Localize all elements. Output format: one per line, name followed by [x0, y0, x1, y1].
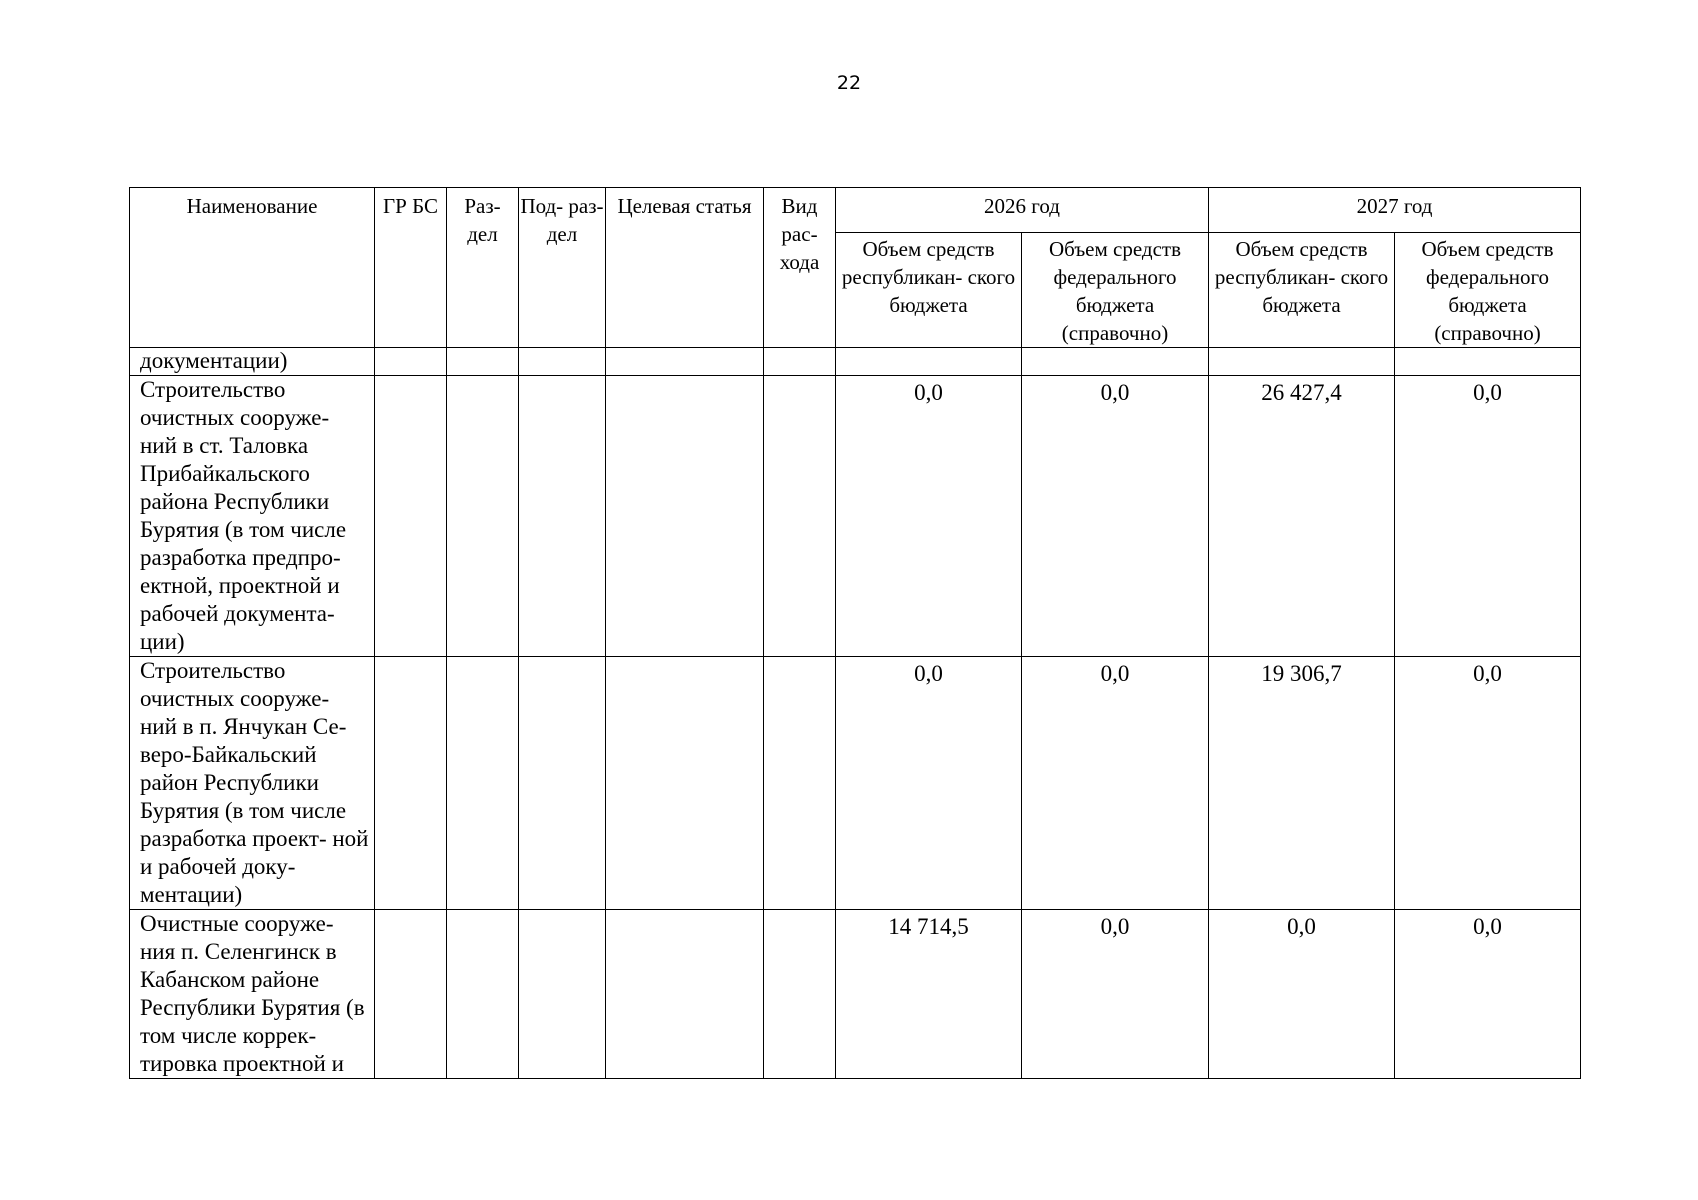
row-podrazdel: [519, 657, 606, 910]
row-tselevaya-statya: [606, 657, 764, 910]
row-fed-2027: [1395, 348, 1581, 376]
row-tselevaya-statya: [606, 910, 764, 1079]
row-podrazdel: [519, 376, 606, 657]
header-podrazdel: Под- раз- дел: [519, 188, 606, 348]
row-fed-2026: 0,0: [1022, 910, 1209, 1079]
row-grbs: [375, 657, 447, 910]
header-republican-budget-2026: Объем средств республикан- ского бюджета: [836, 233, 1022, 348]
header-federal-budget-2027: Объем средств федерального бюджета (справочно): [1395, 233, 1581, 348]
table-row: [130, 376, 1581, 657]
header-name: Наименование: [130, 188, 375, 348]
table-row: [130, 910, 1581, 1079]
row-razdel: [447, 657, 519, 910]
header-tselevaya-statya: Целевая статья: [606, 188, 764, 348]
row-vid-rashoda: [764, 348, 836, 376]
row-rep-2027: 0,0: [1209, 910, 1395, 1079]
header-republican-budget-2027: Объем средств республикан- ского бюджета: [1209, 233, 1395, 348]
row-rep-2026: 14 714,5: [836, 910, 1022, 1079]
header-federal-budget-2026: Объем средств федерального бюджета (справочно): [1022, 233, 1209, 348]
row-rep-2027: 19 306,7: [1209, 657, 1395, 910]
row-name: Строительство очистных сооруже- ний в п. Янчукан Се- веро-Байкальский район Республики Бурятия (в том числе разработка проект- ной и рабочей доку- ментации): [130, 657, 375, 910]
row-razdel: [447, 348, 519, 376]
budget-table: [129, 187, 1581, 1079]
row-name: Очистные сооруже- ния п. Селенгинск в Кабанском районе Республики Бурятия (в том числе коррек- тировка проектной и: [130, 910, 375, 1079]
row-rep-2026: 0,0: [836, 376, 1022, 657]
table-row: [130, 348, 1581, 376]
row-name: документации): [130, 348, 375, 376]
row-rep-2027: [1209, 348, 1395, 376]
row-podrazdel: [519, 348, 606, 376]
row-tselevaya-statya: [606, 376, 764, 657]
header-grbs: ГР БС: [375, 188, 447, 348]
row-grbs: [375, 376, 447, 657]
header-year-2027: 2027 год: [1209, 188, 1581, 233]
row-rep-2026: 0,0: [836, 657, 1022, 910]
row-vid-rashoda: [764, 657, 836, 910]
row-grbs: [375, 910, 447, 1079]
row-fed-2027: 0,0: [1395, 910, 1581, 1079]
page-number: 22: [836, 72, 862, 94]
row-grbs: [375, 348, 447, 376]
table-row: [130, 657, 1581, 910]
row-vid-rashoda: [764, 376, 836, 657]
row-razdel: [447, 910, 519, 1079]
row-name: Строительство очистных сооруже- ний в ст. Таловка Прибайкальского района Республики Бурятия (в том числе разработка предпро- ектной, проектной и рабочей документа- ции): [130, 376, 375, 657]
row-rep-2026: [836, 348, 1022, 376]
row-fed-2026: [1022, 348, 1209, 376]
row-fed-2026: 0,0: [1022, 376, 1209, 657]
header-vid-rashoda: Вид рас- хода: [764, 188, 836, 348]
header-razdel: Раз- дел: [447, 188, 519, 348]
row-fed-2027: 0,0: [1395, 657, 1581, 910]
row-rep-2027: 26 427,4: [1209, 376, 1395, 657]
row-tselevaya-statya: [606, 348, 764, 376]
row-podrazdel: [519, 910, 606, 1079]
row-razdel: [447, 376, 519, 657]
row-fed-2027: 0,0: [1395, 376, 1581, 657]
row-fed-2026: 0,0: [1022, 657, 1209, 910]
header-year-2026: 2026 год: [836, 188, 1209, 233]
row-vid-rashoda: [764, 910, 836, 1079]
